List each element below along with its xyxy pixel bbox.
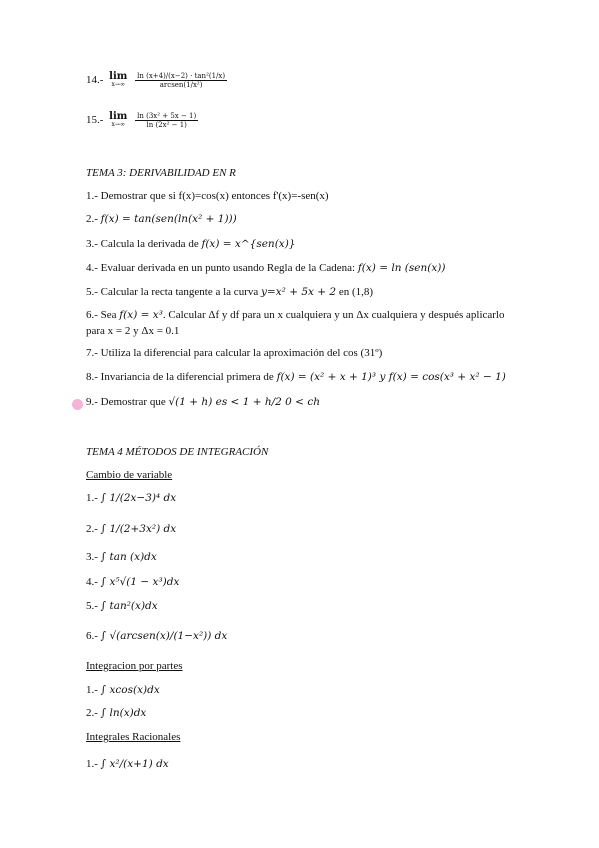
- cambio-item-4: 4.- ∫ x⁵√(1 − x³)dx: [86, 576, 180, 588]
- limit-15: [86, 112, 200, 129]
- tema3-title: TEMA 3: DERIVABILIDAD EN R: [86, 167, 236, 179]
- tema3-item-9: 9.- Demostrar que √(1 + h) es < 1 + h/2 0 < ch: [86, 396, 320, 408]
- tema3-item-5: 5.- Calcular la recta tangente a la curva y=x² + 5x + 2 en (1,8): [86, 286, 374, 298]
- cambio-item-5: 5.- ∫ tan²(x)dx: [86, 600, 158, 612]
- limit-operator: lim x→∞: [109, 71, 128, 89]
- limit-operator: lim x→∞: [109, 111, 128, 129]
- limit-14-fraction: $\frac{\text{ln (x+4)/(x−2) · tan²(1/x)}}{\text{arcsen(1/x²)}}$: [137, 72, 226, 90]
- cambio-item-3: 3.- ∫ tan (x)dx: [86, 551, 157, 563]
- tema3-item-3: 3.- Calcula la derivada de f(x) = x^{sen(x)}: [86, 238, 296, 250]
- limit-14: [86, 72, 229, 89]
- cambio-item-6: 6.- ∫ √(arcsen(x)/(1−x²)) dx: [86, 630, 228, 642]
- tema3-item-2: 2.- f(x) = tan(sen(ln(x² + 1))): [86, 213, 237, 225]
- partes-heading: Integracion por partes: [86, 660, 183, 672]
- partes-item-1: 1.- ∫ xcos(x)dx: [86, 684, 160, 696]
- cambio-item-1: 1.- ∫ 1/(2x−3)⁴ dx: [86, 492, 177, 504]
- tema3-item-6-line2: para x = 2 y Δx = 0.1: [86, 325, 180, 337]
- tema4-title: TEMA 4 MÉTODOS DE INTEGRACIÓN: [86, 446, 269, 458]
- tema3-item-7: 7.- Utiliza la diferencial para calcular la aproximación del cos (31º): [86, 347, 383, 359]
- racionales-heading: Integrales Racionales: [86, 731, 181, 743]
- pink-dot-marker: [72, 399, 83, 410]
- tema3-item-6: 6.- Sea f(x) = x³. Calcular Δf y df para un x cualquiera y un Δx cualquiera y después aplicarlo: [86, 309, 505, 321]
- limit-15-fraction: $\frac{\text{ln (3x² + 5x − 1)}}{\text{ln (2x² − 1)}}$: [137, 112, 197, 130]
- cambio-variable-heading: Cambio de variable: [86, 469, 173, 481]
- limit-14-label: 14.-: [86, 74, 104, 87]
- tema3-item-1: 1.- Demostrar que si f(x)=cos(x) entonces f'(x)=-sen(x): [86, 190, 329, 202]
- tema3-item-8: 8.- Invariancia de la diferencial primera de f(x) = (x² + x + 1)³ y f(x) = cos(x³ + x² − 1): [86, 371, 506, 383]
- racionales-item-1: 1.- ∫ x²/(x+1) dx: [86, 758, 169, 770]
- limit-15-label: 15.-: [86, 114, 104, 127]
- tema3-item-4: 4.- Evaluar derivada en un punto usando Regla de la Cadena: f(x) = ln (sen(x)): [86, 262, 446, 274]
- cambio-item-2: 2.- ∫ 1/(2+3x²) dx: [86, 523, 177, 535]
- partes-item-2: 2.- ∫ ln(x)dx: [86, 707, 147, 719]
